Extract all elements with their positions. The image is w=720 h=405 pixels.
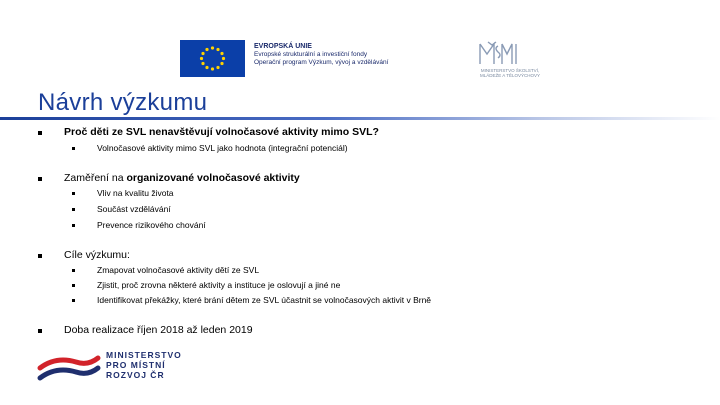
bullet-text-plain: Zaměření na [64, 172, 127, 184]
mmr-logo-text [106, 350, 182, 380]
mmr-logo-line3: ROZVOJ ČR [106, 370, 165, 380]
bullet-text: Doba realizace říjen 2018 až leden 2019 [64, 324, 253, 336]
eu-flag-icon [180, 40, 245, 77]
eu-logo-line3: Operační program Výzkum, vývoj a vzdělávání [254, 59, 389, 66]
sub-bullet-marker [72, 284, 75, 287]
msmt-logo-line1: MINISTERSTVO ŠKOLSTVÍ, [480, 68, 540, 73]
sub-bullet-text: Prevence rizikového chování [97, 220, 206, 230]
sub-bullet-text: Zjistit, proč zrovna některé aktivity a instituce je oslovují a jiné ne [97, 280, 341, 290]
sub-bullet-marker [72, 147, 75, 150]
eu-logo-line1: EVROPSKÁ UNIE [254, 43, 312, 50]
msmt-logo-text [460, 68, 560, 78]
sub-bullet-marker [72, 224, 75, 227]
bullet-text [64, 172, 300, 184]
sub-bullet-text: Vliv na kvalitu života [97, 188, 174, 198]
mmr-logo-line2: PRO MÍSTNÍ [106, 360, 166, 370]
sub-bullet-text: Zmapovat volnočasové aktivity dětí ze SVL [97, 265, 260, 275]
bullet-text: Proč děti ze SVL nenavštěvují volnočasové aktivity mimo SVL? [64, 126, 379, 138]
mmr-logo [36, 348, 206, 384]
bullet-text: Cíle výzkumu: [64, 249, 130, 261]
eu-logo-text [254, 43, 444, 67]
sub-bullet-marker [72, 192, 75, 195]
sub-bullet-text: Součást vzdělávání [97, 204, 171, 214]
sub-bullet-text: Volnočasové aktivity mimo SVL jako hodnota (integrační potenciál) [97, 143, 348, 153]
bullet-marker [38, 254, 42, 258]
msmt-logo-line2: MLÁDEŽE A TĚLOVÝCHOVY [480, 73, 540, 78]
slide-title: Návrh výzkumu [38, 89, 208, 116]
sub-bullet-marker [72, 299, 75, 302]
sub-bullet-marker [72, 269, 75, 272]
sub-bullet-marker [72, 208, 75, 211]
header-logos [180, 40, 540, 78]
bullet-marker [38, 131, 42, 135]
bullet-marker [38, 177, 42, 181]
title-underline [0, 117, 720, 120]
bullet-text-bold: organizované volnočasové aktivity [126, 172, 300, 184]
eu-logo-line2: Evropské strukturální a investiční fondy [254, 51, 368, 58]
bullet-marker [38, 329, 42, 333]
mmr-logo-line1: MINISTERSTVO [106, 350, 182, 360]
sub-bullet-text: Identifikovat překážky, které brání dětem ze SVL účastnit se volnočasových aktivit v Brně [97, 295, 432, 305]
